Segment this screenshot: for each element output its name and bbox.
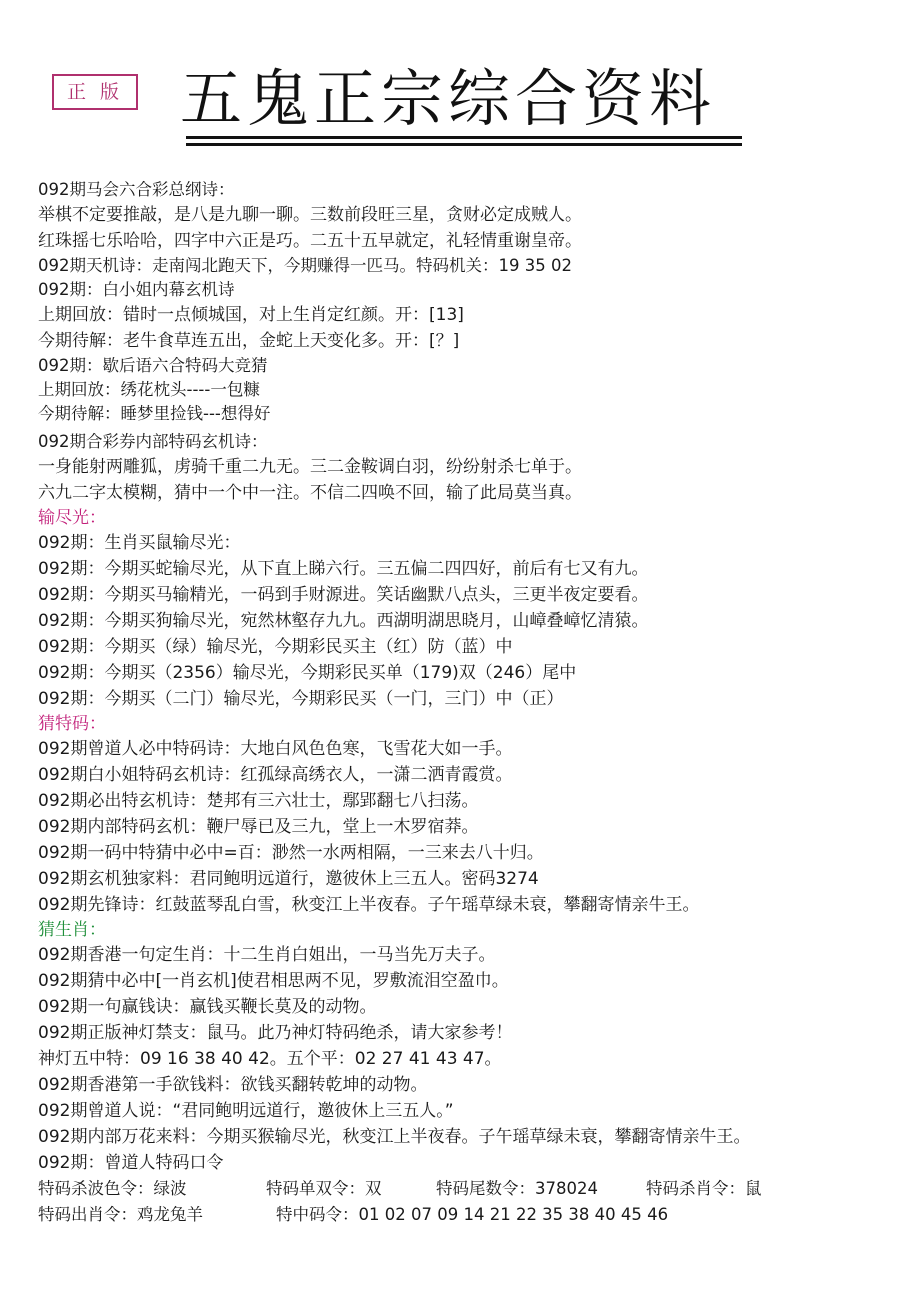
text-line: 上期回放：错时一点倾城国，对上生肖定红颜。开：[13]: [38, 305, 464, 325]
block-lottery-poem: [38, 430, 888, 506]
text-line: 092期白小姐特码玄机诗：红孤绿高绣衣人，一潇二洒青霞赏。: [38, 765, 513, 785]
text-line: 092期：今期买马输精光，一码到手财源进。笑话幽默八点头，三更半夜定要看。: [38, 585, 649, 605]
text-line: 092期必出特玄机诗：楚邦有三六壮士，鄢郢翻七八扫荡。: [38, 791, 479, 811]
text-line: 092期：今期买（2356）输尽光，今期彩民买单（179)双（246）尾中: [38, 663, 577, 683]
text-line: 092期内部万花来料：今期买猴输尽光，秋变江上半夜春。子午瑶草绿未衰，攀翻寄情亲牛王。: [38, 1127, 751, 1147]
text-line: 092期先锋诗：红鼓蓝琴乱白雪，秋变江上半夜春。子午瑶草绿未衰，攀翻寄情亲牛王。: [38, 895, 700, 915]
text-line: 092期内部特码玄机：鞭尸辱已及三九，堂上一木罗宿莽。: [38, 817, 479, 837]
section-lose-all: [38, 506, 888, 712]
text-line: 092期一码中特猜中必中=百：渺然一水两相隔，一三来去八十归。: [38, 843, 544, 863]
text-line: 092期玄机独家料：君同鲍明远道行，邀彼休上三五人。密码3274: [38, 869, 539, 889]
code-kill-zodiac: 特码杀肖令：鼠: [646, 1179, 762, 1198]
text-line: 六九二字太模糊，猜中一个中一注。不信二四唤不回，输了此局莫当真。: [38, 483, 582, 503]
text-line: 092期曾道人说：“君同鲍明远道行，邀彼休上三五人。”: [38, 1101, 454, 1121]
text-line: 092期一句赢钱诀：赢钱买鞭长莫及的动物。: [38, 997, 377, 1017]
text-line: 092期：歇后语六合特码大竞猜: [38, 356, 268, 375]
text-line: 092期：今期买（绿）输尽光，今期彩民买主（红）防（蓝）中: [38, 637, 513, 657]
title-underline-top: [186, 136, 742, 139]
text-line: 红珠摇七乐哈哈，四字中六正是巧。二五十五早就定，礼轻情重谢皇帝。: [38, 231, 582, 251]
text-line: 092期：白小姐内幕玄机诗: [38, 280, 235, 299]
code-out-zodiac: 特码出肖令：鸡龙兔羊: [38, 1205, 203, 1224]
section-heading: 猜生肖：: [38, 920, 106, 940]
text-line: 神灯五中特：09 16 38 40 42。五个平：02 27 41 43 47。: [38, 1049, 502, 1069]
text-line: 今期待解：睡梦里捡钱---想得好: [38, 404, 271, 423]
text-line: 092期天机诗：走南闯北跑天下，今期赚得一匹马。特码机关：19 35 02: [38, 256, 572, 275]
text-line: 092期：曾道人特码口令: [38, 1153, 224, 1173]
section-guess-special: [38, 712, 888, 918]
block-poems: [38, 178, 888, 426]
section-heading: 猜特码：: [38, 714, 106, 734]
code-row-1: [38, 1176, 888, 1202]
page-title: 五鬼正宗综合资料: [180, 62, 717, 135]
text-line: 092期猜中必中[一肖玄机]使君相思两不见，罗敷流泪空盈巾。: [38, 971, 509, 991]
text-line: 092期曾道人必中特码诗：大地白风色色寒，飞雪花大如一手。: [38, 739, 513, 759]
text-line: 举棋不定要推敲，是八是九聊一聊。三数前段旺三星，贪财必定成贼人。: [38, 205, 582, 225]
text-line: 092期马会六合彩总纲诗：: [38, 180, 235, 199]
section-heading: 输尽光：: [38, 508, 106, 528]
code-odd-even: 特码单双令：双: [266, 1179, 382, 1198]
text-line: 092期：今期买蛇输尽光，从下直上睇六行。三五偏二四四好，前后有七又有九。: [38, 559, 649, 579]
code-tail: 特码尾数令：378024: [436, 1179, 598, 1198]
text-line: 092期香港一句定生肖：十二生肖白姐出，一马当先万夫子。: [38, 945, 496, 965]
title-underline-bottom: [186, 143, 742, 146]
text-line: 092期香港第一手欲钱料：欲钱买翻转乾坤的动物。: [38, 1075, 428, 1095]
text-line: 092期合彩券内部特码玄机诗：: [38, 432, 268, 451]
code-row-2: [38, 1202, 888, 1228]
code-kill-wave: 特码杀波色令：绿波: [38, 1179, 187, 1198]
text-line: 一身能射两雕狐，虏骑千重二九无。三二金鞍调白羽，纷纷射杀七单于。: [38, 457, 582, 477]
text-line: 今期待解：老牛食草连五出，金蛇上天变化多。开：[？]: [38, 331, 460, 351]
authentic-badge: 正 版: [52, 74, 138, 110]
document-body: [38, 178, 888, 1228]
text-line: 上期回放：绣花枕头----一包糠: [38, 380, 260, 399]
text-line: 092期：生肖买鼠输尽光：: [38, 533, 241, 553]
text-line: 092期正版神灯禁支：鼠马。此乃神灯特码绝杀，请大家参考！: [38, 1023, 513, 1043]
code-hit-numbers: 特中码令：01 02 07 09 14 21 22 35 38 40 45 46: [276, 1205, 669, 1224]
section-guess-zodiac: [38, 918, 888, 1176]
text-line: 092期：今期买狗输尽光，宛然林壑存九九。西湖明湖思晓月，山嶂叠嶂忆清猿。: [38, 611, 649, 631]
text-line: 092期：今期买（二门）输尽光，今期彩民买（一门，三门）中（正）: [38, 689, 564, 709]
